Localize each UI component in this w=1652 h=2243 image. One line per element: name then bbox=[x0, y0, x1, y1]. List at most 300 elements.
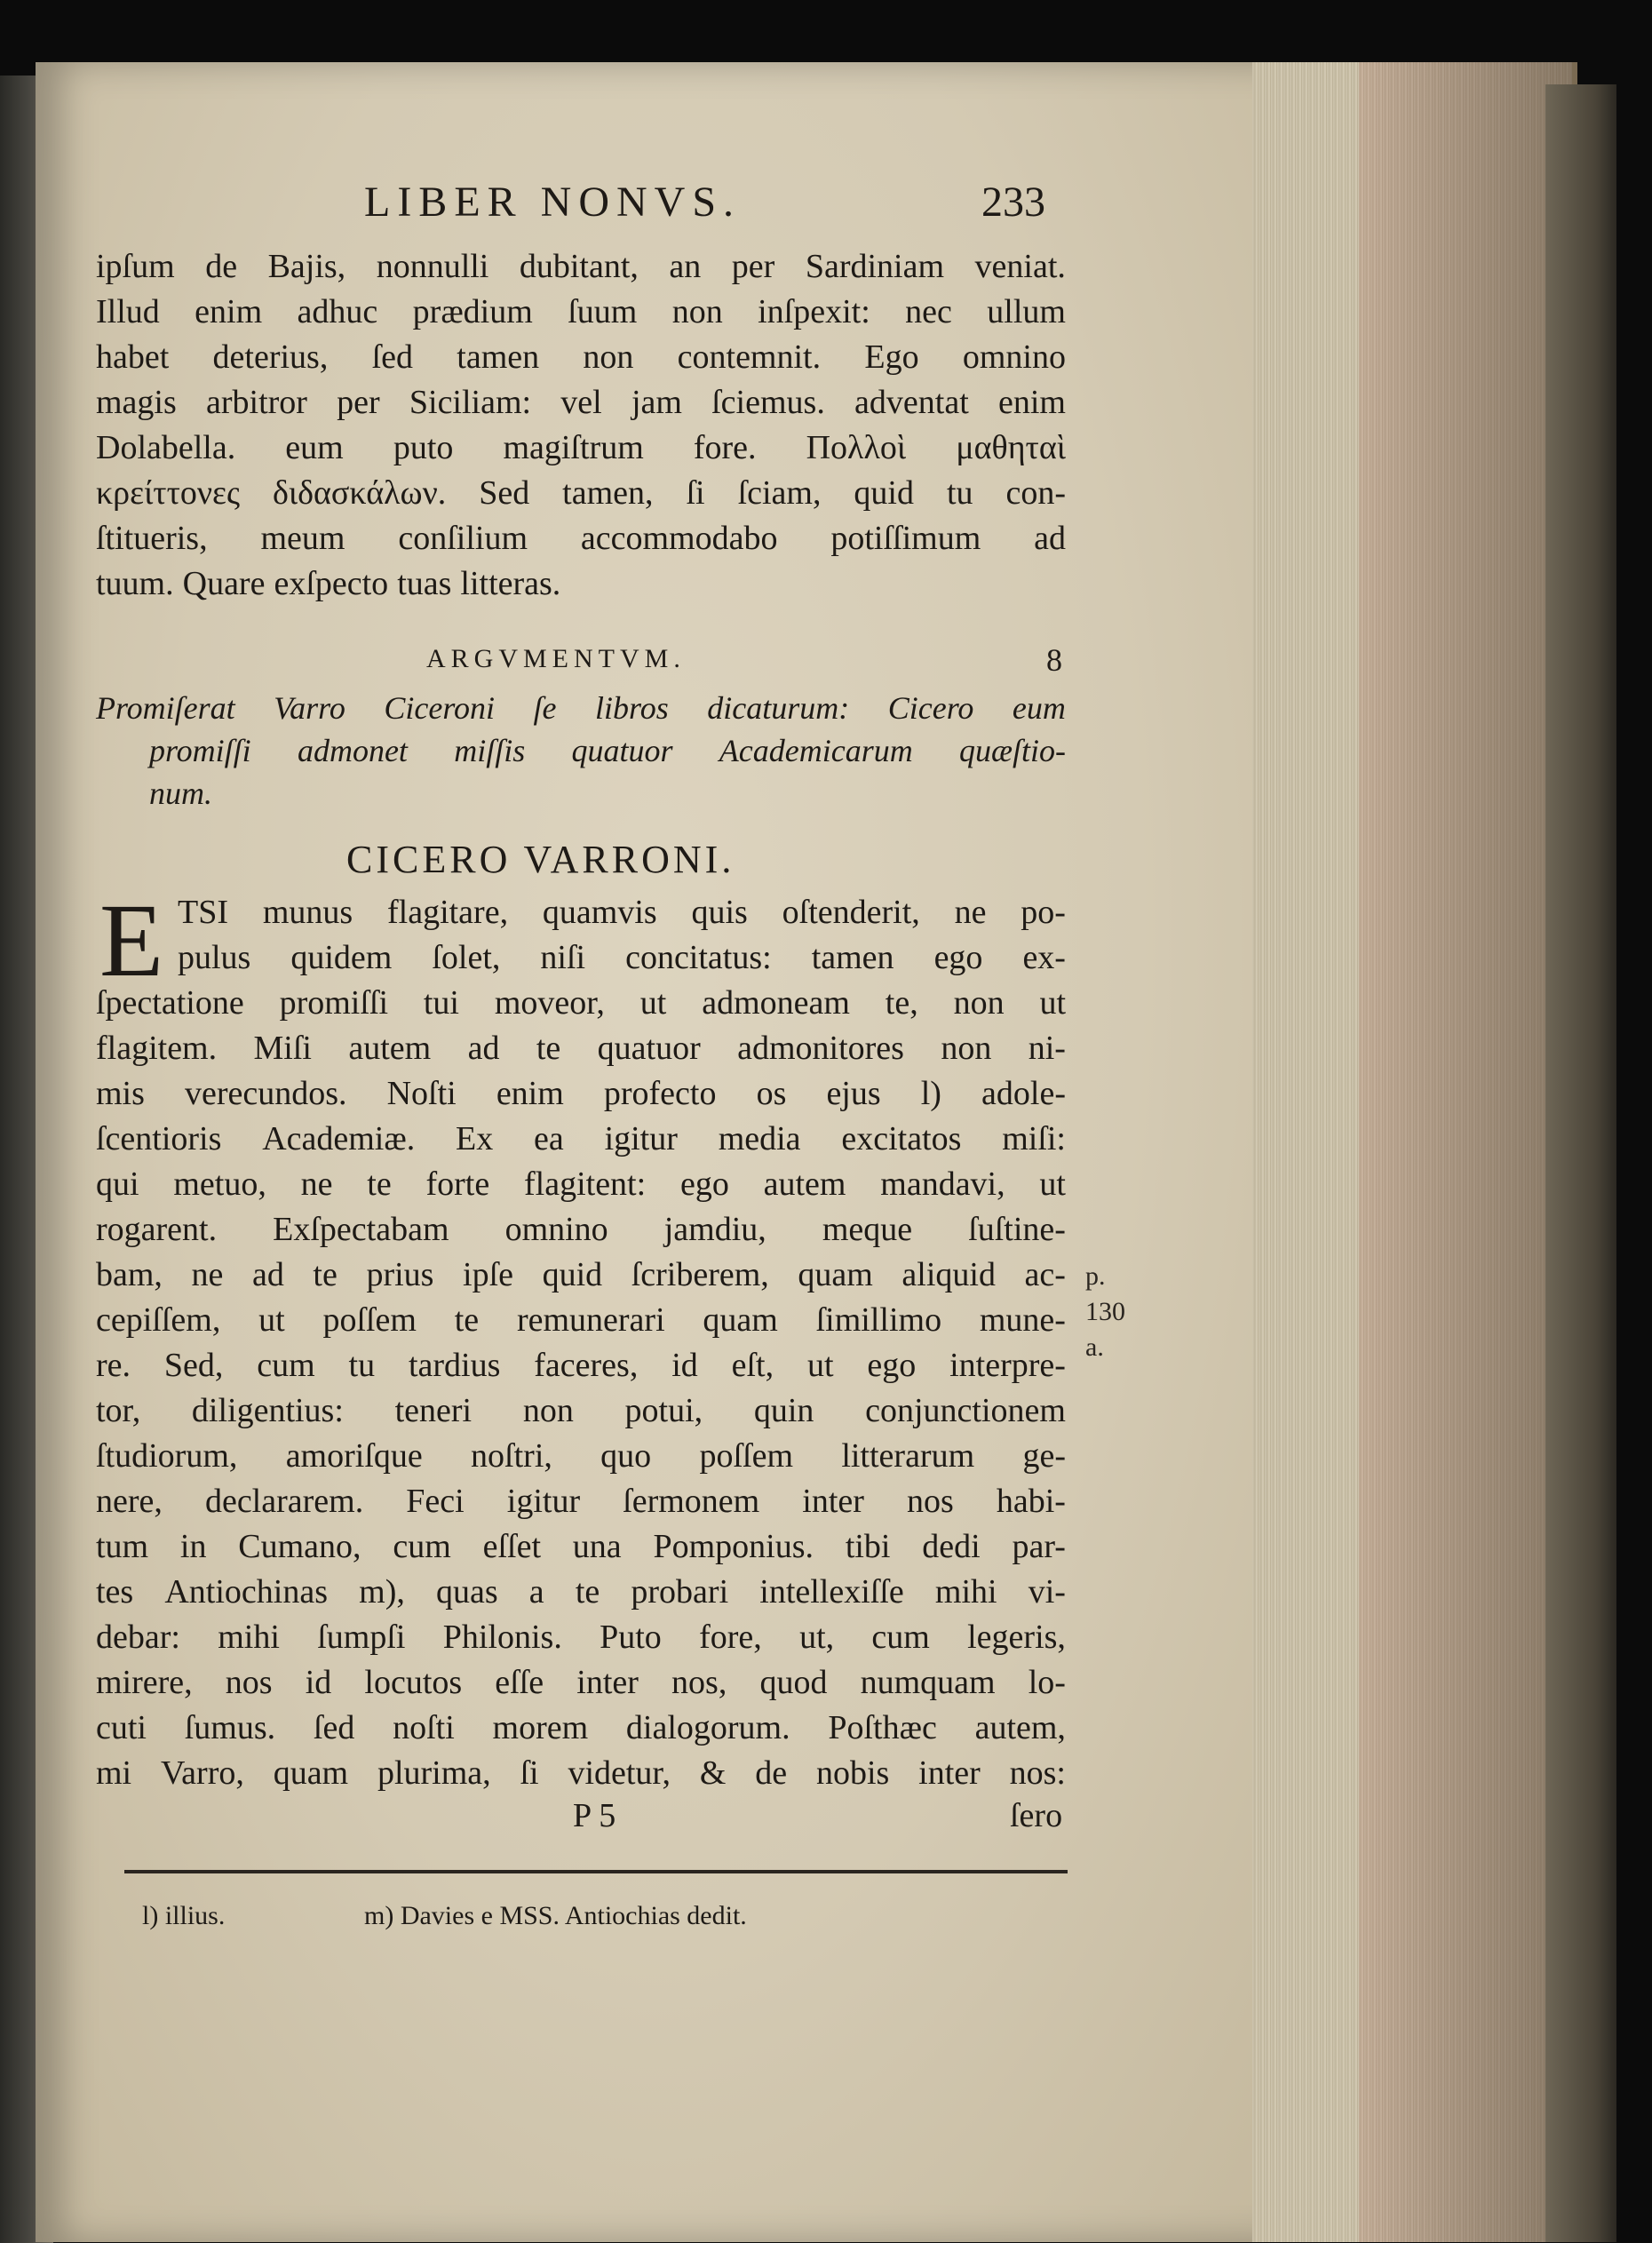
word: quam bbox=[703, 1301, 778, 1339]
word: Bajis, bbox=[267, 248, 346, 285]
word: declararem. bbox=[204, 1483, 364, 1520]
word: fore, bbox=[699, 1619, 762, 1656]
word: id bbox=[671, 1347, 698, 1384]
word: una bbox=[572, 1528, 622, 1565]
word: contemnit. bbox=[677, 338, 822, 376]
page-number: 233 bbox=[981, 179, 1045, 226]
word: Ciceroni bbox=[384, 690, 496, 726]
word: faceres, bbox=[534, 1347, 639, 1384]
word: morem bbox=[492, 1709, 589, 1746]
word: dicaturum: bbox=[707, 690, 850, 726]
word: nere, bbox=[96, 1483, 163, 1520]
text-line bbox=[178, 893, 1066, 932]
text-line bbox=[96, 1119, 1066, 1158]
word: forte bbox=[425, 1165, 490, 1203]
word: ſed bbox=[313, 1709, 355, 1746]
word: Quare bbox=[182, 565, 266, 602]
footnote-l: l) illius. bbox=[142, 1901, 226, 1930]
word: munus bbox=[262, 894, 353, 931]
word: m), bbox=[359, 1573, 405, 1611]
word: Feci bbox=[406, 1483, 465, 1520]
word: ut bbox=[1039, 1165, 1066, 1203]
word: media bbox=[718, 1120, 801, 1157]
word: quatuor bbox=[597, 1030, 701, 1067]
word: nos bbox=[225, 1664, 273, 1701]
word: eſt, bbox=[731, 1347, 774, 1384]
word: ut bbox=[258, 1301, 285, 1339]
word: flagitem. bbox=[96, 1030, 218, 1067]
word: te bbox=[454, 1301, 480, 1339]
text-line bbox=[96, 1663, 1066, 1702]
word: Ex bbox=[456, 1120, 494, 1157]
text-line bbox=[96, 564, 1066, 603]
word: tum bbox=[96, 1528, 149, 1565]
word: ad bbox=[251, 1256, 284, 1293]
word: tamen bbox=[457, 338, 540, 376]
word: ſciam, bbox=[737, 474, 822, 512]
text-line bbox=[96, 428, 1066, 467]
word: Academicarum bbox=[719, 733, 913, 768]
footnote-rule bbox=[124, 1870, 1068, 1873]
word: cum bbox=[871, 1619, 930, 1656]
word: veniat. bbox=[974, 248, 1066, 285]
word: quæſtio- bbox=[958, 733, 1066, 768]
word: ut bbox=[1039, 984, 1066, 1022]
word: niſi bbox=[540, 939, 586, 976]
text-line bbox=[149, 732, 1066, 769]
word: intellexiſſe bbox=[759, 1573, 904, 1611]
word: quatuor bbox=[571, 733, 673, 768]
word: promiſſi bbox=[279, 984, 389, 1022]
word: διδασκάλων. bbox=[272, 474, 447, 512]
word: non bbox=[941, 1030, 992, 1067]
word: ſtudiorum, bbox=[96, 1437, 238, 1475]
text-line: num. bbox=[149, 776, 212, 811]
word: Academiæ. bbox=[262, 1120, 416, 1157]
word: Miſi bbox=[253, 1030, 312, 1067]
text-line bbox=[96, 1527, 1066, 1566]
text-line bbox=[96, 983, 1066, 1022]
word: nos: bbox=[1009, 1754, 1066, 1792]
word: adhuc bbox=[297, 293, 378, 330]
word: ſermonem bbox=[623, 1483, 760, 1520]
word: l) bbox=[920, 1075, 941, 1112]
running-header: LIBER NONVS. bbox=[364, 179, 742, 226]
word: cuti bbox=[96, 1709, 147, 1746]
word: Puto bbox=[600, 1619, 662, 1656]
word: ſuum bbox=[568, 293, 638, 330]
word: remunerari bbox=[516, 1301, 665, 1339]
word: concitatus: bbox=[625, 939, 772, 976]
word: noſtri, bbox=[471, 1437, 552, 1475]
word: prius bbox=[366, 1256, 434, 1293]
text-line bbox=[96, 383, 1066, 422]
word: te bbox=[367, 1165, 392, 1203]
text-line bbox=[96, 247, 1066, 286]
letter-salutation: CICERO VARRONI. bbox=[346, 838, 735, 881]
word: prædium bbox=[412, 293, 533, 330]
word: admonet bbox=[297, 733, 408, 768]
word: ipſum bbox=[96, 248, 175, 285]
word: eſſe bbox=[495, 1664, 544, 1701]
text-line bbox=[96, 292, 1066, 331]
word: rogarent. bbox=[96, 1211, 218, 1248]
word: enim bbox=[195, 293, 263, 330]
word: nec bbox=[905, 293, 952, 330]
word: ge- bbox=[1022, 1437, 1066, 1475]
word: flagitare, bbox=[386, 894, 509, 931]
word: non bbox=[671, 293, 723, 330]
word: Sed bbox=[479, 474, 530, 512]
word: tardius bbox=[408, 1347, 501, 1384]
word: tuum. bbox=[96, 565, 174, 602]
word: Pomponius. bbox=[653, 1528, 814, 1565]
word: Sardiniam bbox=[805, 248, 945, 285]
word: vi- bbox=[1028, 1573, 1066, 1611]
word: interpre- bbox=[949, 1347, 1066, 1384]
word: plurima, bbox=[377, 1754, 491, 1792]
word: nobis bbox=[815, 1754, 890, 1792]
text-line bbox=[96, 1572, 1066, 1611]
word: te, bbox=[885, 984, 918, 1022]
book-cover-edge bbox=[1545, 84, 1616, 2242]
text-line bbox=[96, 1300, 1066, 1340]
word: Ego bbox=[864, 338, 919, 376]
word: per bbox=[337, 384, 380, 421]
word: ſtitueris, bbox=[96, 520, 208, 557]
word: quid bbox=[854, 474, 914, 512]
word: ſpectatione bbox=[96, 984, 244, 1022]
text-line bbox=[96, 1618, 1066, 1657]
word: ad bbox=[467, 1030, 500, 1067]
word: lo- bbox=[1028, 1664, 1066, 1701]
word: admoneam bbox=[702, 984, 850, 1022]
word: potiſſimum bbox=[830, 520, 981, 557]
text-line bbox=[96, 689, 1066, 727]
word: autem bbox=[348, 1030, 432, 1067]
word: mandavi, bbox=[880, 1165, 1005, 1203]
word: Exſpectabam bbox=[273, 1211, 449, 1248]
word: aliquid bbox=[901, 1256, 996, 1293]
word: tes bbox=[96, 1573, 134, 1611]
word: ego bbox=[933, 939, 983, 976]
word: ſimillimo bbox=[815, 1301, 942, 1339]
word: tamen, bbox=[562, 474, 654, 512]
word: adole- bbox=[981, 1075, 1066, 1112]
word: oſtenderit, bbox=[782, 894, 920, 931]
text-line bbox=[96, 1482, 1066, 1521]
word: ullum bbox=[987, 293, 1066, 330]
word: debar: bbox=[96, 1619, 180, 1656]
word: promiſſi bbox=[149, 733, 251, 768]
word: vel bbox=[560, 384, 602, 421]
word: ſi bbox=[686, 474, 705, 512]
word: cepiſſem, bbox=[96, 1301, 221, 1339]
word: deterius, bbox=[212, 338, 329, 376]
word: enim bbox=[496, 1075, 564, 1112]
word: fore. bbox=[693, 429, 757, 466]
word: metuo, bbox=[173, 1165, 266, 1203]
word: cum bbox=[257, 1347, 315, 1384]
word: ſcentioris bbox=[96, 1120, 222, 1157]
word: nonnulli bbox=[376, 248, 489, 285]
word: & bbox=[699, 1754, 727, 1792]
word: dedi bbox=[922, 1528, 981, 1565]
margin-note-column: a. bbox=[1085, 1332, 1104, 1362]
word: Dolabella. bbox=[96, 429, 236, 466]
word: ſciemus. bbox=[711, 384, 825, 421]
word: quod bbox=[759, 1664, 828, 1701]
text-line bbox=[96, 1391, 1066, 1430]
argument-heading: ARGVMENTVM. bbox=[426, 644, 686, 673]
word: ni- bbox=[1028, 1030, 1066, 1067]
word: de bbox=[755, 1754, 788, 1792]
word: noſti bbox=[393, 1709, 455, 1746]
word: eum bbox=[285, 429, 344, 466]
word: autem, bbox=[974, 1709, 1066, 1746]
word: videtur, bbox=[568, 1754, 671, 1792]
word: qui bbox=[96, 1165, 139, 1203]
word: po- bbox=[1021, 894, 1066, 931]
word: poſſem bbox=[322, 1301, 417, 1339]
word: adventat bbox=[854, 384, 969, 421]
word: omnino bbox=[504, 1211, 608, 1248]
word: jam bbox=[631, 384, 682, 421]
word: tamen bbox=[811, 939, 894, 976]
margin-note-page: p. bbox=[1085, 1261, 1106, 1291]
word: quam bbox=[798, 1256, 873, 1293]
word: mihi bbox=[934, 1573, 997, 1611]
word: ac- bbox=[1024, 1256, 1066, 1293]
word: ſolet, bbox=[432, 939, 501, 976]
word: moveor, bbox=[494, 984, 605, 1022]
word: pulus bbox=[178, 939, 251, 976]
word: ut, bbox=[799, 1619, 835, 1656]
word: litteras. bbox=[460, 565, 561, 602]
word: admonitores bbox=[737, 1030, 904, 1067]
word: Sed, bbox=[163, 1347, 224, 1384]
word: in bbox=[179, 1528, 207, 1565]
word: non bbox=[583, 338, 634, 376]
word: ad bbox=[1034, 520, 1066, 557]
word: amoriſque bbox=[285, 1437, 423, 1475]
word: igitur bbox=[604, 1120, 678, 1157]
word: meum bbox=[260, 520, 345, 557]
word: arbitror bbox=[205, 384, 307, 421]
word: inſpexit: bbox=[758, 293, 870, 330]
word: TSI bbox=[178, 894, 228, 931]
word: probari bbox=[631, 1573, 729, 1611]
word: os bbox=[756, 1075, 787, 1112]
word: tui bbox=[423, 984, 459, 1022]
word: excitatos bbox=[841, 1120, 962, 1157]
word: te bbox=[313, 1256, 338, 1293]
word: Philonis. bbox=[442, 1619, 562, 1656]
word: quin bbox=[753, 1392, 814, 1429]
word: Varro, bbox=[160, 1754, 244, 1792]
word: ſuſtine- bbox=[968, 1211, 1066, 1248]
word: quis bbox=[691, 894, 748, 931]
word: Noſti bbox=[386, 1075, 457, 1112]
word: ne bbox=[191, 1256, 224, 1293]
word: con- bbox=[1005, 474, 1066, 512]
word: eſſet bbox=[482, 1528, 541, 1565]
word: mirere, bbox=[96, 1664, 193, 1701]
word: meque bbox=[822, 1211, 913, 1248]
text-line bbox=[96, 1165, 1066, 1204]
text-line bbox=[96, 1708, 1066, 1747]
word: nos bbox=[907, 1483, 954, 1520]
word: quid bbox=[542, 1256, 603, 1293]
word: per bbox=[731, 248, 775, 285]
word: quo bbox=[600, 1437, 652, 1475]
word: tuas bbox=[397, 565, 452, 602]
word: ſumpſi bbox=[317, 1619, 406, 1656]
word: libros bbox=[595, 690, 669, 726]
word: mune- bbox=[979, 1301, 1066, 1339]
word: miſi: bbox=[1002, 1120, 1066, 1157]
text-line bbox=[96, 1029, 1066, 1068]
word: mi bbox=[96, 1754, 132, 1792]
text-line bbox=[96, 1074, 1066, 1113]
text-line bbox=[96, 473, 1066, 513]
word: legeris, bbox=[967, 1619, 1066, 1656]
word: flagitent: bbox=[524, 1165, 647, 1203]
word: te bbox=[536, 1030, 561, 1067]
word: omnino bbox=[962, 338, 1066, 376]
word: igitur bbox=[506, 1483, 581, 1520]
word: ea bbox=[534, 1120, 564, 1157]
word: nos, bbox=[671, 1664, 727, 1701]
word: ego bbox=[867, 1347, 917, 1384]
word: numquam bbox=[860, 1664, 996, 1701]
word: Illud bbox=[96, 293, 160, 330]
word: habet bbox=[96, 338, 170, 376]
word: poſſem bbox=[699, 1437, 794, 1475]
text-line bbox=[96, 1754, 1066, 1793]
word: μαθηταὶ bbox=[956, 429, 1066, 466]
word: ipſe bbox=[463, 1256, 513, 1293]
word: re. bbox=[96, 1347, 131, 1384]
word: exſpecto bbox=[274, 565, 389, 602]
word: id bbox=[305, 1664, 332, 1701]
word: ego bbox=[679, 1165, 729, 1203]
word: inter bbox=[918, 1754, 981, 1792]
word: Cicero bbox=[887, 690, 974, 726]
word: tu bbox=[946, 474, 973, 512]
word: locutos bbox=[364, 1664, 463, 1701]
text-line bbox=[96, 1210, 1066, 1249]
word: conſilium bbox=[398, 520, 528, 557]
argument-number: 8 bbox=[1046, 642, 1062, 678]
word: potui, bbox=[624, 1392, 703, 1429]
word: an bbox=[669, 248, 702, 285]
page-fore-edge bbox=[1252, 62, 1577, 2242]
text-line bbox=[96, 1436, 1066, 1475]
word: Cumano, bbox=[238, 1528, 361, 1565]
word: inter bbox=[802, 1483, 864, 1520]
word: quas bbox=[436, 1573, 498, 1611]
word: par- bbox=[1012, 1528, 1066, 1565]
word: autem bbox=[763, 1165, 846, 1203]
word: Promiſerat bbox=[96, 690, 235, 726]
word: magiſtrum bbox=[503, 429, 644, 466]
word: dubitant, bbox=[519, 248, 639, 285]
catchword: ſero bbox=[1010, 1797, 1063, 1834]
word: non bbox=[522, 1392, 574, 1429]
word: tibi bbox=[845, 1528, 891, 1565]
word: accommodabo bbox=[580, 520, 778, 557]
word: Πολλοὶ bbox=[806, 429, 907, 466]
word: ſed bbox=[371, 338, 414, 376]
text-line bbox=[96, 1346, 1066, 1385]
word: Siciliam: bbox=[409, 384, 532, 421]
text-line bbox=[96, 1255, 1066, 1294]
word: magis bbox=[96, 384, 177, 421]
word: te bbox=[575, 1573, 600, 1611]
word: κρείττονες bbox=[96, 474, 241, 512]
word: ſumus. bbox=[184, 1709, 276, 1746]
word: de bbox=[205, 248, 238, 285]
word: dialogorum. bbox=[625, 1709, 790, 1746]
word: quidem bbox=[290, 939, 393, 976]
word: bam, bbox=[96, 1256, 163, 1293]
word: diligentius: bbox=[191, 1392, 344, 1429]
word: ex- bbox=[1022, 939, 1066, 976]
drop-cap: E bbox=[99, 882, 164, 998]
word: profecto bbox=[603, 1075, 717, 1112]
word: inter bbox=[576, 1664, 639, 1701]
word: mis bbox=[96, 1075, 145, 1112]
word: ſe bbox=[533, 690, 557, 726]
word: ut bbox=[806, 1347, 834, 1384]
text-line bbox=[96, 338, 1066, 377]
word: ſi bbox=[520, 1754, 539, 1792]
word: habi- bbox=[996, 1483, 1066, 1520]
word: enim bbox=[997, 384, 1066, 421]
word: cum bbox=[393, 1528, 451, 1565]
text-line bbox=[178, 938, 1066, 977]
word: ne bbox=[954, 894, 987, 931]
word: quamvis bbox=[542, 894, 657, 931]
margin-note-number: 130 bbox=[1085, 1297, 1125, 1326]
word: jamdiu, bbox=[663, 1211, 766, 1248]
word: miſſis bbox=[454, 733, 526, 768]
word: quam bbox=[273, 1754, 349, 1792]
word: ut bbox=[639, 984, 667, 1022]
word: verecundos. bbox=[184, 1075, 347, 1112]
word: litterarum bbox=[841, 1437, 975, 1475]
word: teneri bbox=[394, 1392, 473, 1429]
word: ejus bbox=[826, 1075, 881, 1112]
word: ſcriberem, bbox=[631, 1256, 769, 1293]
word: non bbox=[953, 984, 1005, 1022]
word: Varro bbox=[274, 690, 345, 726]
word: mihi bbox=[218, 1619, 280, 1656]
word: Poſthæc bbox=[828, 1709, 937, 1746]
word: eum bbox=[1012, 690, 1066, 726]
word: ne bbox=[300, 1165, 333, 1203]
word: Antiochinas bbox=[164, 1573, 328, 1611]
footnote-m: m) Davies e MSS. Antiochias dedit. bbox=[364, 1901, 747, 1930]
word: puto bbox=[393, 429, 454, 466]
word: conjunctionem bbox=[865, 1392, 1066, 1429]
text-line bbox=[96, 519, 1066, 558]
signature-mark: P 5 bbox=[573, 1797, 616, 1834]
word: a bbox=[528, 1573, 544, 1611]
word: tu bbox=[348, 1347, 376, 1384]
word: tor, bbox=[96, 1392, 141, 1429]
